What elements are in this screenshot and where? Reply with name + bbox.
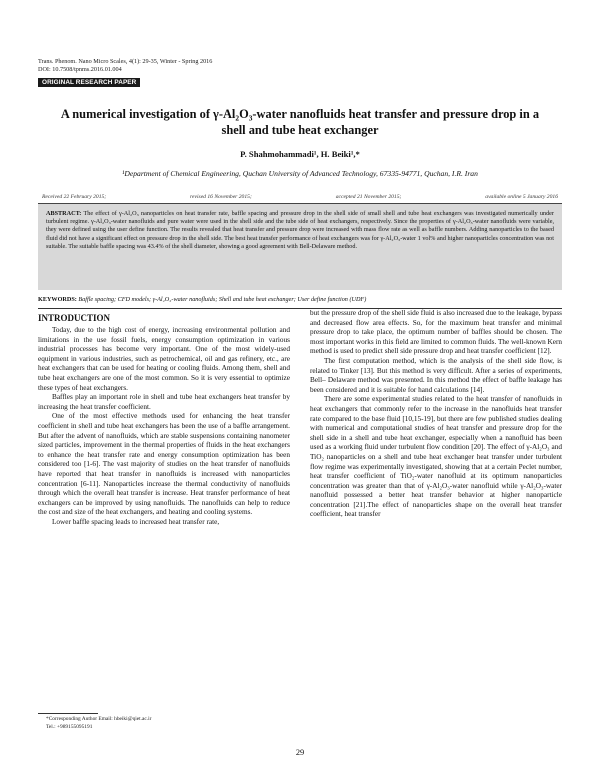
- journal-line-1: Trans. Phenom. Nano Micro Scales, 4(1): 29-35, Winter - Spring 2016: [38, 58, 213, 65]
- corresponding-author-footnote: [46, 716, 151, 731]
- abstract-text: The effect of γ-Al₂O₃ nanoparticles on heat transfer rate, baffle spacing and pressure drop in the shell side of small shell and tube heat exchangers was investigated numerically under turbulent regime. γ-Al₂O₃-water nanofluids and pure water were used in the shell side and the tube side of heat exchangers, respectively. Since the properties of γ-Al₂O₃-water nanofluids were variable, they were defined using the user define function. The results revealed that heat transfer and pressure drop were increased with mass flow rate as well as baffle numbers. Adding nanoparticles to the based fluid did not have a significant effect on pressure drop in the shell side. The best heat transfer performance of heat exchangers was for γ-Al₂O₃-water 1 vol% and higher nanoparticles concentration was not suitable. The suitable baffle spacing was 43.4% of the shell diameter, showing a good agreement with Bell-Delaware method.: [46, 210, 554, 250]
- paper-title: A numerical investigation of γ-Al₂O₃-water nanofluids heat transfer and pressure drop in a shell and tube heat exchanger: [60, 107, 540, 137]
- paragraph: but the pressure drop of the shell side fluid is also increased due to the leakage, bypass and decreased flow area effects. So, for the maximum heat transfer and minimal pressure drop to take place, the optimum number of baffles should be chosen. The most important works in this field are limited to common fluids. The well-known Kern method is used to predict shell side pressure drop and heat transfer coefficient [12].: [310, 309, 562, 356]
- right-column: [310, 309, 562, 520]
- paragraph: Lower baffle spacing leads to increased heat transfer rate,: [52, 517, 220, 526]
- date-online: available online 5 January 2016: [485, 194, 558, 200]
- abstract-label: ABSTRACT:: [46, 210, 82, 217]
- author-affiliation: ¹Department of Chemical Engineering, Quchan University of Advanced Technology, 67335-94771, Quchan, I.R. Iran: [122, 169, 478, 178]
- paper-authors: P. Shahmohammadi¹, H. Beiki¹,*: [240, 149, 360, 159]
- section-heading-introduction: INTRODUCTION: [38, 313, 111, 323]
- date-received: Received 22 February 2015;: [42, 194, 107, 200]
- paragraph: There are some experimental studies related to the heat transfer of nanofluids in heat exchangers that commonly refer to the increase in the nanofluids heat transfer rate compared to the base fluid [10,15-19], but there are few published studies dealing with numerical and computational studies of heat transfer and pressure drop for the shell side in a shell and tube heat exchanger, especially when a nanofluid has been used as a working fluid under turbulent flow condition [20]. The effect of γ-Al₂O₃ and TiO₂ nanoparticles on a shell and tube heat exchanger heat transfer under turbulent flow regime was experimentally investigated, showing that at a certain Peclet number, heat transfer coefficient of TiO₂-water nanofluid at its optimum nanoparticles concentration was greater than that of γ-Al₂O₃-water nanofluid while γ-Al₂O₃-water nanofluid possessed a better heat transfer behavior at higher nanoparticle concentration [21].The effect of nanoparticles shape on the overall heat transfer coefficient, heat transfer: [310, 395, 562, 519]
- paragraph: One of the most effective methods used for enhancing the heat transfer coefficient in shell and tube heat exchangers has been the use of a baffle arrangement. But after the advent of nanofluids, which are stable suspensions containing nanometer sized particles, improvement in the thermal properties of fluids in the heat exchangers to enhance the heat transfer rate and energy consumption optimization has been considered too [1-6]. The vast majority of studies on the heat transfer of nanofluids have reported that heat transfer in nanofluids is increased with nanoparticles concentration [6-11]. Nanoparticles increase the thermal conductivity of nanofluids through which the overall heat transfer is increase. Heat transfer performance of heat exchangers can be improved by using nanofluids. The nanofluids can help to reduce the cost and size of the heat exchangers, and heating and cooling systems.: [38, 412, 290, 517]
- footnote-divider: [38, 713, 98, 714]
- left-column: [38, 326, 290, 527]
- footnote-email: *Corresponding Author Email: hbeiki@qiet.ac.ir: [46, 716, 152, 722]
- keywords-text: Baffle spacing; CFD models; γ-Al₂O₃-water nanofluids; Shell and tube heat exchanger; User define function (UDF): [76, 296, 367, 303]
- journal-doi: DOI: 10.7508/tpnms.2016.01.004: [38, 66, 122, 74]
- footnote-phone: Tel.: +989155095191: [46, 723, 93, 730]
- date-accepted: accepted 21 November 2015;: [335, 194, 402, 200]
- paragraph: The first computation method, which is the analysis of the shell side flow, is related to Tinker [13]. But this method is very difficult. After a series of experiments, Bell– Delaware method was presented. In this method the effect of baffle leakage has been considered and it is suitable for hand calculations [14].: [310, 356, 562, 394]
- article-history: [38, 194, 562, 200]
- paragraph: Today, due to the high cost of energy, increasing environmental pollution and limitations in the use fossil fuels, energy consumption optimization in various industrial processes has become very important. One of the most widely-used equipment in various industries, such as petrochemical, oil and gas refinery, etc., are heat exchangers that can be used for heating or cooling fluids. Among them, shell and tube heat exchangers are one of the most common. So it is very essential to optimize these types of heat exchangers.: [38, 326, 290, 392]
- journal-citation: [38, 58, 212, 75]
- keywords-label: KEYWORDS:: [38, 296, 77, 303]
- abstract-box: [38, 203, 562, 290]
- article-type-badge: ORIGINAL RESEARCH PAPER: [38, 78, 140, 87]
- date-revised: revised 16 November 2015;: [190, 194, 252, 200]
- page-number: 29: [295, 748, 305, 757]
- paragraph: Baffles play an important role in shell and tube heat exchangers heat transfer by increasing the heat transfer coefficient.: [38, 393, 290, 411]
- keywords: [38, 296, 562, 304]
